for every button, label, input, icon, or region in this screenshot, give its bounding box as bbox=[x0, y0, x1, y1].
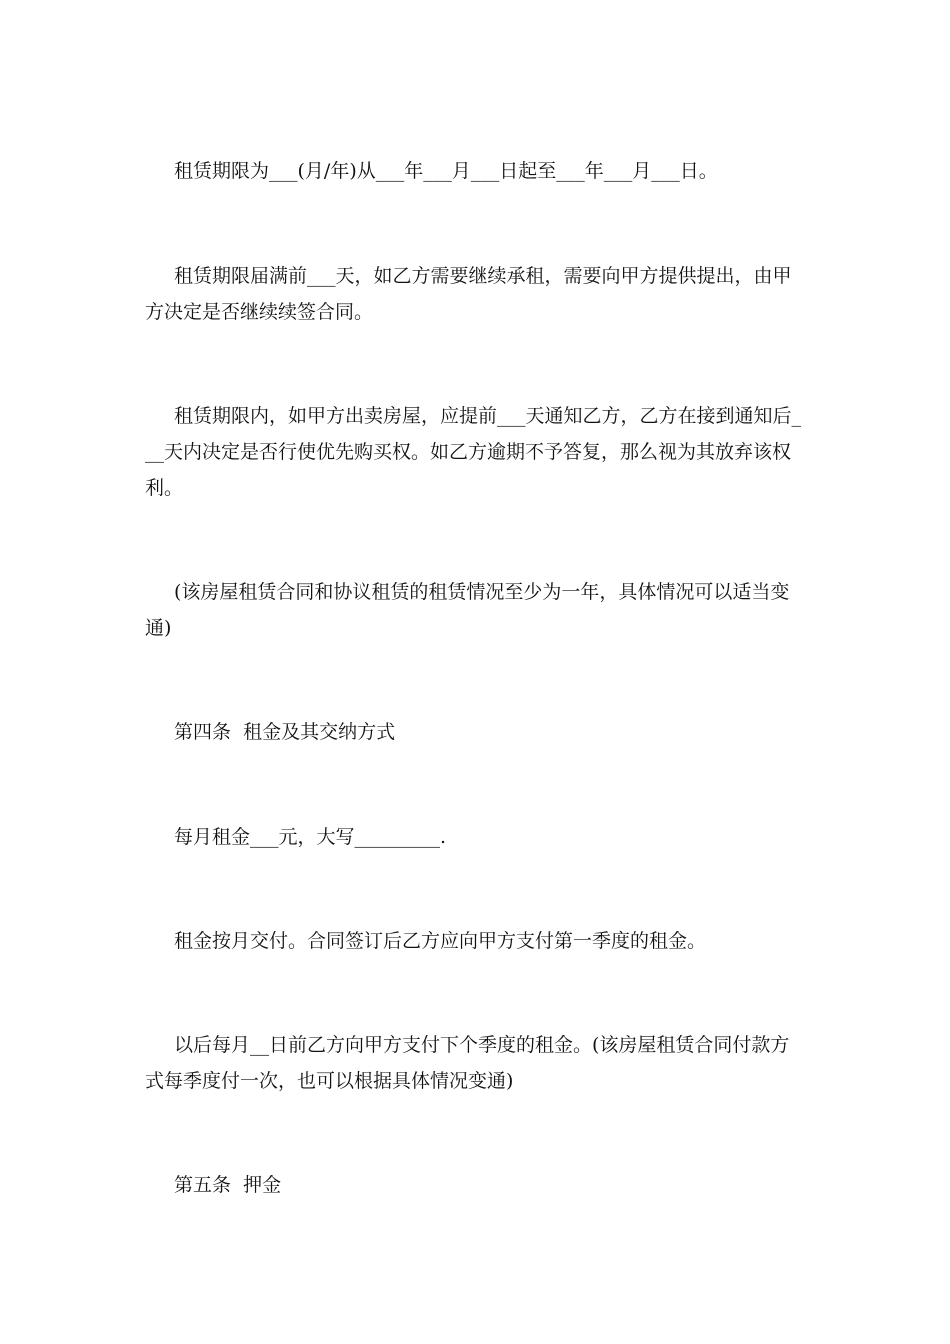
monthly-rent-paragraph: 每月租金___元，大写_________. bbox=[174, 826, 447, 848]
preemptive-right-paragraph: 租赁期限内，如甲方出卖房屋，应提前___天通知乙方，乙方在接到通知后___天内决定是否行使优先购买权。如乙方逾期不予答复，那么视为其放弃该权利。 bbox=[145, 405, 802, 499]
lease-duration-note-paragraph: (该房屋租赁合同和协议租赁的租赁情况至少为一年，具体情况可以适当变通) bbox=[145, 581, 790, 639]
quarterly-payment-paragraph: 以后每月__日前乙方向甲方支付下个季度的租金。(该房屋租赁合同付款方式每季度付一次，也可以根据具体情况变通) bbox=[145, 1034, 790, 1092]
rent-payment-paragraph: 租金按月交付。合同签订后乙方应向甲方支付第一季度的租金。 bbox=[174, 930, 707, 952]
renewal-notice-paragraph: 租赁期限届满前___天，如乙方需要继续承租，需要向甲方提供提出，由甲方决定是否继续续签合同。 bbox=[145, 265, 792, 323]
lease-term-paragraph: 租赁期限为___(月/年)从___年___月___日起至___年___月___日。 bbox=[174, 160, 718, 182]
article-four-heading: 第四条 租金及其交纳方式 bbox=[174, 721, 396, 743]
article-five-heading: 第五条 押金 bbox=[174, 1174, 282, 1196]
